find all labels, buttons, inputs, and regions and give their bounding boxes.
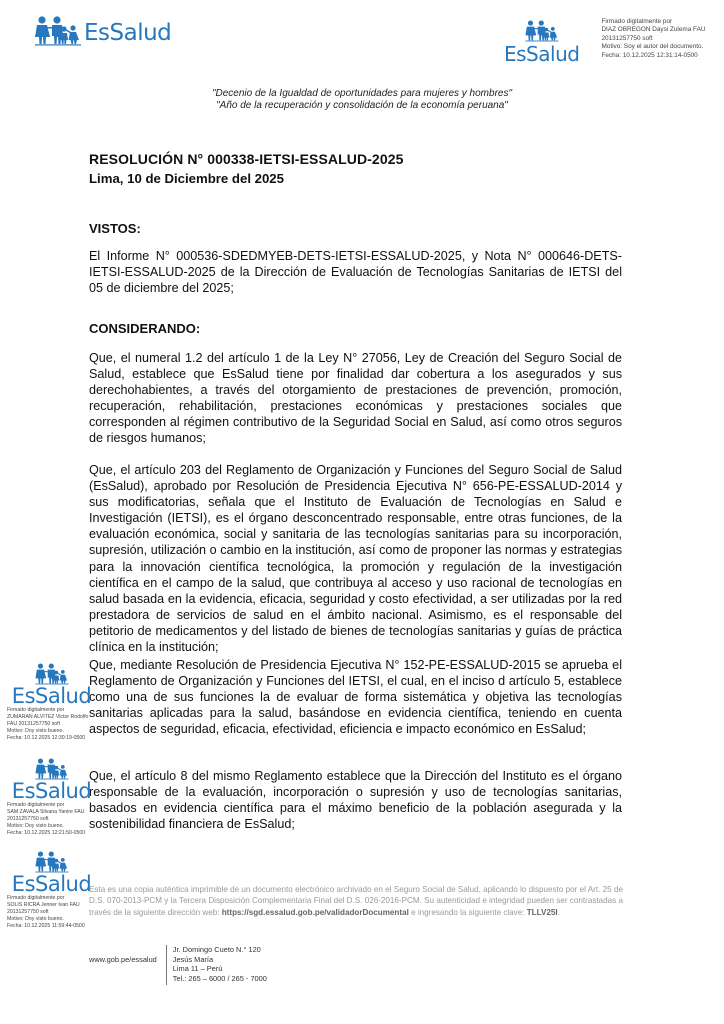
- address-line: Tel.: 265 – 6000 / 265 - 7000: [172, 973, 267, 983]
- signature-line: Fecha: 10.12.2025 12:30:19-0500: [7, 734, 86, 741]
- signature-line: SOLIS RICRA Jenner Ivan FAU: [7, 901, 80, 908]
- signature-line: Fecha: 10.12.2025 12:31:14-0500: [601, 51, 698, 59]
- signature-line: ZUMARAN ALVITEZ Victor Rodolfo: [7, 713, 89, 720]
- signature-line: Firmado digitalmente por: [7, 707, 65, 713]
- motto-line: "Año de la recuperación y consolidación de la economía peruana": [216, 100, 508, 111]
- digital-signature-visto-1: [4, 662, 99, 742]
- digital-signature-author: [504, 18, 724, 64]
- resolution-title: RESOLUCIÓN N° 000338-IETSI-ESSALUD-2025: [89, 151, 404, 167]
- signature-line: Firmado digitalmente por: [601, 18, 673, 25]
- signature-logo-text: EsSalud: [11, 779, 92, 803]
- page-footer: [89, 945, 267, 985]
- validator-link[interactable]: https://sgd.essalud.gob.pe/validadorDocumental: [221, 907, 409, 917]
- signature-line: Firmado digitalmente por: [7, 802, 65, 808]
- footer-address: [173, 945, 267, 983]
- notice-text: .: [557, 907, 560, 917]
- signature-line: SAM ZAVALA Silvana Yanire FAU: [7, 808, 85, 815]
- considerando-paragraph-3: Que, mediante Resolución de Presidencia Ejecutiva N° 152-PE-ESSALUD-2015 se aprueba el Reglamento de Organización y Funciones del IETSI, el cual, en el inciso d artículo 5, establece como una de sus funciones la de evaluar de forma sistemática y objetiva las tecnologías sanitarias aplicadas para la salud, basándose en evidencia científica, teniendo en cuenta aspectos de seguridad, eficacia, efectividad, eficiencia e impacto económico en EsSalud;: [89, 658, 622, 737]
- signature-details: [7, 895, 85, 930]
- digital-signature-visto-3: [4, 850, 99, 930]
- considerando-paragraph-2: Que, el artículo 203 del Reglamento de Organización y Funciones del Seguro Social de Salud (EsSalud), aprobado por Resolución de Presidencia Ejecutiva N° 656-PE-ESSALUD-2014 y sus modificatorias, señala que el Instituto de Evaluación de Tecnologías en Salud e Investigación (IETSI), es el órgano desconcentrado responsable, entre otras funciones, de la evaluación económica, social y sanitaria de las tecnologías sanitarias para su incorporación, supresión, utilización o cambio en la institución, así como de proponer las normas y estrategias para la innovación científica tecnológica, la promoción y regulación de la investigación científica en el campo de la salud, que contribuya al acceso y uso racional de tecnologías en salud basada en la evidencia, eficacia, seguridad y costo efectividad, a ser utilizadas por la red prestadora de servicios de salud en el ámbito nacional. Asimismo, es el responsable del petitorio de medicamentos y del listado de bienes de tecnologías sanitarias y guías de práctica clínica en la institución;: [89, 463, 622, 655]
- footer-website-link[interactable]: www.gob.pe/essalud: [89, 955, 157, 964]
- signature-line: Firmado digitalmente por: [7, 895, 65, 901]
- signature-line: Fecha: 10.12.2025 12:21:50-0500: [7, 829, 86, 836]
- logo-text: EsSalud: [84, 20, 172, 46]
- signature-line: 20131257750 soft: [7, 908, 49, 915]
- motto-line: "Decenio de la Igualdad de oportunidades para mujeres y hombres": [211, 88, 513, 99]
- signature-line: FAU 20131257750 soft: [7, 720, 61, 727]
- address-line: Lima 11 – Perú: [172, 964, 223, 974]
- family-logo-icon: [524, 18, 560, 44]
- family-logo-icon: [34, 850, 70, 874]
- essalud-logo: [33, 16, 171, 46]
- signature-logo-text: EsSalud: [11, 684, 92, 708]
- signature-line: Motivo: Soy el autor del documento.: [601, 43, 704, 51]
- authenticity-notice: [89, 884, 623, 918]
- signature-details: [7, 707, 88, 742]
- notice-text: e ingresando la siguiente clave:: [408, 907, 527, 917]
- footer-divider: [166, 945, 167, 985]
- signature-line: Motivo: Doy visto bueno.: [7, 915, 64, 922]
- resolution-date: Lima, 10 de Diciembre del 2025: [89, 171, 284, 186]
- considerando-heading: CONSIDERANDO:: [89, 321, 201, 336]
- family-logo-icon: [34, 757, 70, 781]
- considerando-paragraph-4: Que, el artículo 8 del mismo Reglamento establece que la Dirección del Instituto es el órgano responsable de la evaluación, incorporación o supresión y uso de tecnologías sanitarias, basados en evidencia científica para el máximo beneficio de la población asegurada y la sostenibilidad financiera de EsSalud;: [89, 769, 622, 832]
- signature-line: DIAZ OBREGON Daysi Zulema FAU: [601, 26, 706, 34]
- family-logo-icon: [34, 662, 70, 686]
- signature-line: Fecha: 10.12.2025 11:59:44-0500: [7, 922, 85, 929]
- address-line: Jr. Domingo Cueto N.° 120: [172, 945, 261, 954]
- signature-line: 20131257750 soft: [7, 815, 49, 822]
- digital-signature-visto-2: [4, 757, 99, 837]
- official-mottos: [0, 88, 724, 112]
- family-logo-icon: [33, 16, 83, 46]
- signature-line: Motivo: Doy visto bueno.: [7, 822, 64, 829]
- signature-logo: [504, 18, 579, 64]
- notice-text: Esta es una copia auténtica imprimible de un documento electrónico archivado en el Seguro Social de Salud, aplicando lo dispuesto por el Art. 25 de D.S. 070-2013-PCM y la Tercera Disposición Complementaria Final del D.S. 026-2016-PCM. Su autenticidad e integridad pueden ser contrastadas a través de la siguiente dirección web:: [89, 885, 623, 917]
- vistos-heading: VISTOS:: [89, 221, 141, 236]
- considerando-paragraph-1: Que, el numeral 1.2 del artículo 1 de la Ley N° 27056, Ley de Creación del Seguro Social de Salud, establece que EsSalud tiene por finalidad dar cobertura a los asegurados y sus derechohabientes, a través del otorgamiento de prestaciones de prevención, promoción, recuperación, rehabilitación, prestaciones económicas y prestaciones sociales que corresponden al régimen contributivo de la Seguridad Social en Salud, así como otros seguros de riesgos humanos;: [89, 351, 622, 446]
- vistos-paragraph: El Informe N° 000536-SDEDMYEB-DETS-IETSI-ESSALUD-2025, y Nota N° 000646-DETS-IETSI-ESSALUD-2025 de la Dirección de Evaluación de Tecnologías Sanitarias de IETSI del 05 de diciembre del 2025;: [89, 249, 622, 296]
- signature-line: 20131257750 soft: [601, 34, 653, 42]
- signature-logo-text: EsSalud: [504, 42, 580, 66]
- signature-details: [601, 18, 705, 60]
- signature-details: [7, 802, 85, 837]
- signature-line: Motivo: Doy visto bueno.: [7, 727, 64, 734]
- validation-key: TLLV25I: [526, 907, 558, 917]
- address-line: Jesús María: [172, 954, 214, 964]
- signature-logo-text: EsSalud: [11, 872, 92, 896]
